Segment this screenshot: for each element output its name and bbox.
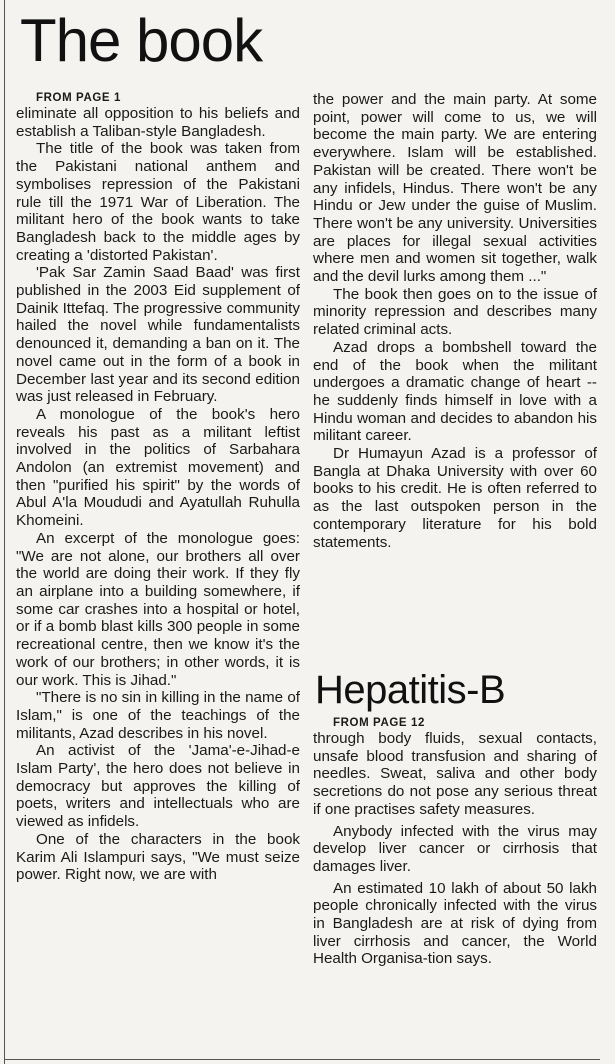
story1-paragraph: The book then goes on to the issue of minority repression and describes many related criminal acts. [313,285,597,339]
story1-paragraph: eliminate all opposition to his beliefs and establish a Taliban-style Bangladesh. [16,105,300,140]
story1-column-2 [313,91,597,551]
story2-headline: Hepatitis-B [315,668,506,712]
story2-kicker: FROM PAGE 12 [333,717,425,729]
story1-headline: The book [20,7,263,74]
story1-paragraph: Dr Humayun Azad is a professor of Bangla at Dhaka University with over 60 books to his credit. He is often referred to as the last outspoken person in the contemporary literature for his bold statements. [313,445,597,551]
story1-paragraph: Azad drops a bombshell toward the end of the book when the militant undergoes a dramatic change of heart -- he suddenly finds himself in love with a Hindu woman and decides to abandon his militant career. [313,338,597,445]
column-rule-left [4,0,5,1064]
story2-paragraph: Anybody infected with the virus may develop liver cancer or cirrhosis that damages liver. [313,822,597,875]
story1-paragraph: The title of the book was taken from the Pakistani national anthem and symbolises repression of the Pakistani rule till the 1971 War of Liberation. The militant hero of the book wants to take Bangladesh back to the middle ages by creating a 'distorted Pakistan'. [16,140,300,264]
story1-column-1 [16,91,300,884]
story2-column [313,716,597,968]
bottom-rule [4,1059,600,1060]
story1-paragraph: One of the characters in the book Karim Ali Islampuri says, "We must seize power. Right now, we are with [16,830,300,884]
story1-paragraph: An excerpt of the monologue goes: "We are not alone, our brothers all over the world are doing their work. If they fly an airplane into a building somewhere, if some car crashes into a hospital or hotel, or if a bomb blast kills 300 people in some recreational centre, then we know it's the work of our brothers; in other words, it is our work. This is Jihad." [16,529,300,689]
story1-paragraph: A monologue of the book's hero reveals his past as a militant leftist involved in the politics of Sarbahara Andolon (an extremist movement) and then "purified his spirit" by the words of Abul A'la Moududi and Ayatullah Ruhulla Khomeini. [16,405,300,530]
story1-paragraph: the power and the main party. At some point, power will come to us, we will become the main party. We are entering everywhere. Islam will be established. Pakistan will be created. There won't be any infidels, Hindus. There won't be any Hindu or Jew under the guise of Muslim. There won't be any university. Universities are places for illegal sexual activities where men and women sit together, walk and the devil lurks among them ..." [313,91,597,286]
story2-paragraph: through body fluids, sexual contacts, unsafe blood transfusion and sharing of needles. Sweat, saliva and other body secretions do not pose any serious threat if one practises safety measures. [313,730,597,818]
story1-paragraph: "There is no sin in killing in the name of Islam," is one of the teachings of the militants, Azad describes in his novel. [16,689,300,742]
story2-paragraph: An estimated 10 lakh of about 50 lakh people chronically infected with the virus in Bangladesh are at risk of dying from liver cirrhosis and cancer, the World Health Organisa-tion says. [313,879,597,968]
story1-kicker: FROM PAGE 1 [36,92,121,104]
story1-paragraph: An activist of the 'Jama'-e-Jihad-e Islam Party', the hero does not believe in democracy but approves the killing of poets, writers and intellectuals who are viewed as infidels. [16,742,300,831]
story1-paragraph: 'Pak Sar Zamin Saad Baad' was first published in the 2003 Eid supplement of Dainik Ittefaq. The progressive community hailed the novel while fundamentalists denounced it, demanding a ban on it. The novel came out in the form of a book in December last year and its second edition was just released in February. [16,264,300,406]
